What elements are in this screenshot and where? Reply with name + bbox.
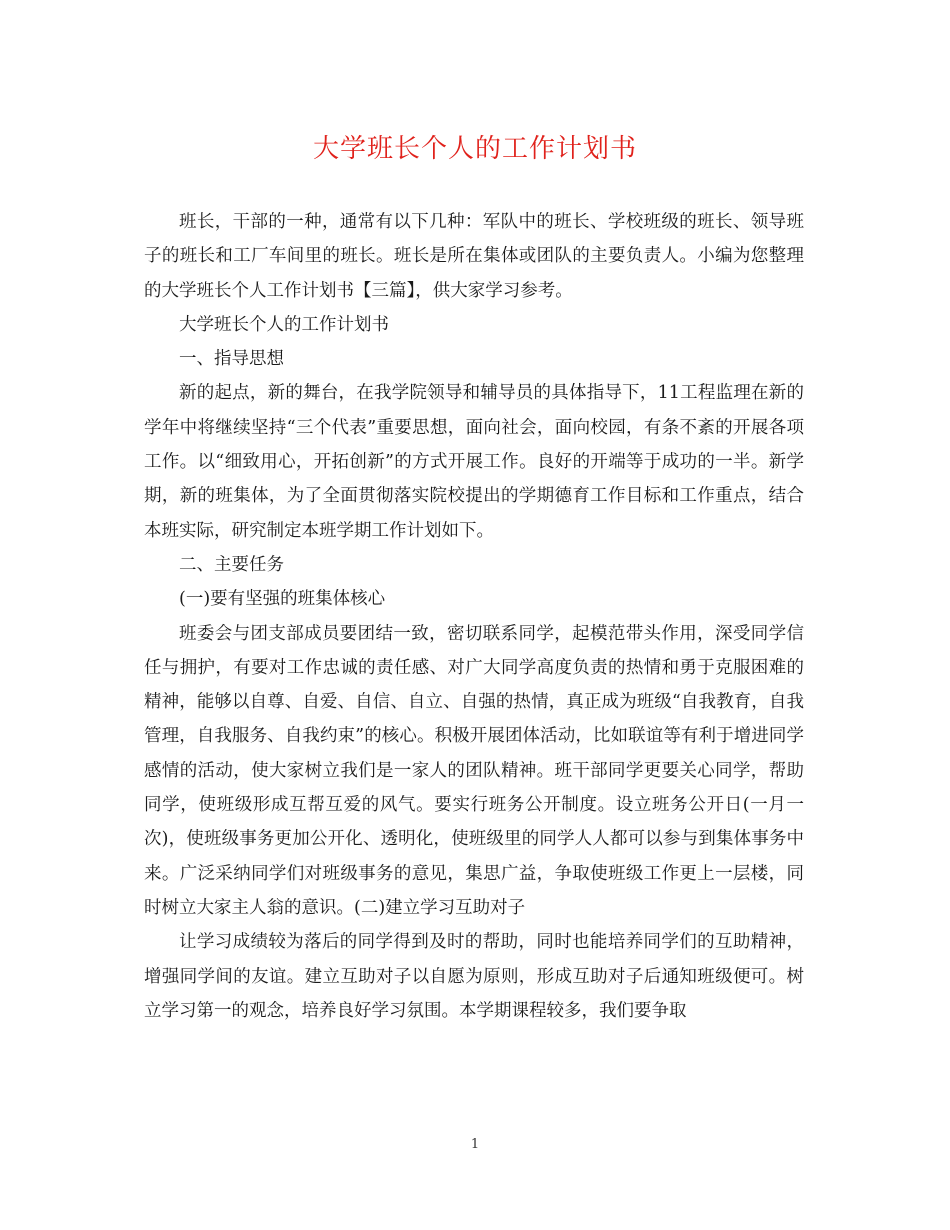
paragraph-task-1: 班委会与团支部成员要团结一致，密切联系同学，起模范带头作用，深受同学信任与拥护，有要对工作忠诚的责任感、对广大同学高度负责的热情和勇于克服困难的精神，能够以自尊、自爱、自信、自立、自强的热情，真正成为班级“自我教育，自我管理，自我服务、自我约束”的核心。积极开展团体活动，比如联谊等有利于增进同学感情的活动，使大家树立我们是一家人的团队精神。班干部同学更要关心同学，帮助同学，使班级形成互帮互爱的风气。要实行班务公开制度。设立班务公开日(一月一次)，使班级事务更加公开化、透明化，使班级里的同学人人都可以参与到集体事务中来。广泛采纳同学们对班级事务的意见，集思广益，争取使班级工作更上一层楼，同时树立大家主人翁的意识。(二)建立学习互助对子: [144, 623, 804, 918]
paragraph-intro: 班长，干部的一种，通常有以下几种：军队中的班长、学校班级的班长、领导班子的班长和工厂车间里的班长。班长是所在集体或团队的主要负责人。小编为您整理的大学班长个人工作计划书【三篇】，供大家学习参考。: [144, 212, 804, 301]
document-body: [144, 205, 804, 1028]
paragraph-subtitle: 大学班长个人的工作计划书: [179, 314, 389, 335]
heading-guiding-ideology: 一、指导思想: [179, 349, 284, 370]
page-number: 1: [470, 1137, 480, 1152]
heading-task-1: (一)要有坚强的班集体核心: [179, 589, 386, 610]
paragraph-task-2: 让学习成绩较为落后的同学得到及时的帮助，同时也能培养同学们的互助精神，增强同学间的友谊。建立互助对子以自愿为原则，形成互助对子后通知班级便可。树立学习第一的观念，培养良好学习氛围。本学期课程较多，我们要争取: [144, 932, 804, 1021]
heading-main-tasks: 二、主要任务: [179, 554, 284, 575]
paragraph-guiding-ideology: 新的起点，新的舞台，在我学院领导和辅导员的具体指导下，11工程监理在新的学年中将继续坚持“三个代表”重要思想，面向社会，面向校园，有条不紊的开展各项工作。以“细致用心，开拓创新”的方式开展工作。良好的开端等于成功的一半。新学期，新的班集体，为了全面贯彻落实院校提出的学期德育工作目标和工作重点，结合本班实际，研究制定本班学期工作计划如下。: [144, 383, 804, 541]
document-title: 大学班长个人的工作计划书: [312, 134, 637, 164]
